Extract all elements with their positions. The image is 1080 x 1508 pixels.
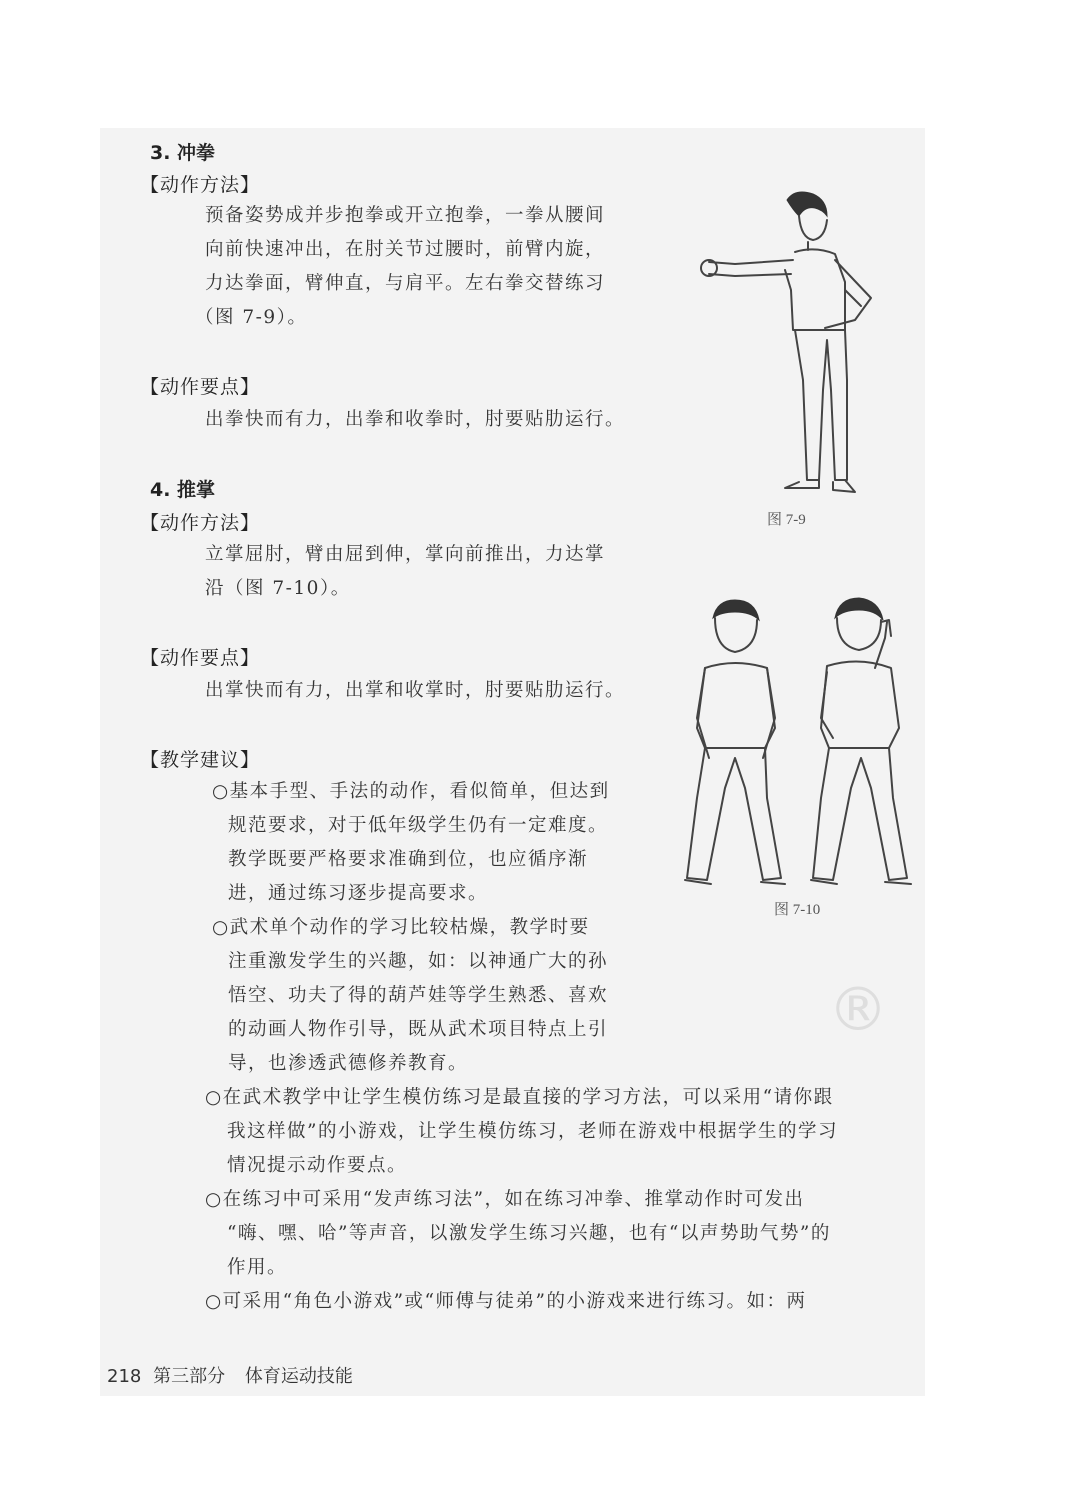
text-line: ○在武术教学中让学生模仿练习是最直接的学习方法，可以采用“请你跟	[205, 1087, 834, 1108]
punch-key-text	[205, 403, 665, 437]
page-number: 218	[107, 1366, 142, 1387]
text-line: ○在练习中可采用“发声练习法”，如在练习冲拳、推掌动作时可发出	[205, 1189, 805, 1210]
text-line: 力达拳面，臂伸直，与肩平。左右拳交替练习	[205, 273, 606, 294]
teaching-item-2	[212, 911, 662, 1081]
text-line: 出拳快而有力，出拳和收拳时，肘要贴肋运行。	[205, 409, 626, 430]
teaching-item-3	[205, 1081, 925, 1183]
figure-7-10-illustration	[675, 588, 925, 898]
text-line: 我这样做”的小游戏，让学生模仿练习，老师在游戏中根据学生的学习	[227, 1121, 838, 1142]
punch-key-label: 【动作要点】	[140, 376, 261, 398]
figure-7-9-caption: 图 7-9	[767, 512, 806, 528]
text-line: 悟空、功夫了得的葫芦娃等学生熟悉、喜欢	[228, 985, 609, 1006]
push-method-text	[205, 538, 665, 606]
text-line: ○基本手型、手法的动作，看似简单，但达到	[212, 781, 610, 802]
registered-trademark-watermark: ®	[828, 975, 888, 1045]
section-title-punch: 3. 冲拳	[150, 142, 216, 164]
page-footer	[107, 1362, 353, 1388]
text-line: 出掌快而有力，出掌和收掌时，肘要贴肋运行。	[205, 680, 626, 701]
figure-7-9-illustration	[695, 180, 885, 500]
teaching-item-1	[212, 775, 662, 911]
text-line: 的动画人物作引导，既从武术项目特点上引	[228, 1019, 609, 1040]
footer-part: 第三部分	[153, 1366, 226, 1387]
section-title-push: 4. 推掌	[150, 479, 216, 501]
teaching-item-5	[205, 1285, 925, 1319]
text-line: 导，也渗透武德修养教育。	[228, 1053, 469, 1074]
push-key-label: 【动作要点】	[140, 647, 261, 669]
footer-chapter: 体育运动技能	[244, 1366, 353, 1387]
text-line: “嗨、嘿、哈”等声音，以激发学生练习兴趣，也有“以声势助气势”的	[227, 1223, 831, 1244]
push-key-text	[205, 674, 665, 708]
figure-7-10-caption: 图 7-10	[774, 902, 821, 918]
punch-method-text	[195, 199, 665, 335]
text-line: ○可采用“角色小游戏”或“师傅与徒弟”的小游戏来进行练习。如：两	[205, 1291, 807, 1312]
push-method-label: 【动作方法】	[140, 512, 261, 534]
text-line: 规范要求，对于低年级学生仍有一定难度。	[228, 815, 609, 836]
teaching-label: 【教学建议】	[140, 749, 261, 771]
text-line: ○武术单个动作的学习比较枯燥，教学时要	[212, 917, 590, 938]
text-line: 进，通过练习逐步提高要求。	[228, 883, 489, 904]
text-line: 教学既要严格要求准确到位，也应循序渐	[228, 849, 589, 870]
text-line: 注重激发学生的兴趣，如：以神通广大的孙	[228, 951, 609, 972]
text-line: 预备姿势成并步抱拳或开立抱拳，一拳从腰间	[205, 205, 606, 226]
text-line: 向前快速冲出，在肘关节过腰时，前臂内旋，	[205, 239, 606, 260]
text-line: 立掌屈肘，臂由屈到伸，掌向前推出，力达掌	[205, 544, 606, 565]
text-line: 沿（图 7-10）。	[205, 578, 351, 599]
teaching-item-4	[205, 1183, 925, 1285]
punch-method-label: 【动作方法】	[140, 174, 261, 196]
text-line: 情况提示动作要点。	[227, 1155, 408, 1176]
text-line: （图 7-9）。	[195, 307, 308, 328]
text-line: 作用。	[227, 1257, 288, 1278]
